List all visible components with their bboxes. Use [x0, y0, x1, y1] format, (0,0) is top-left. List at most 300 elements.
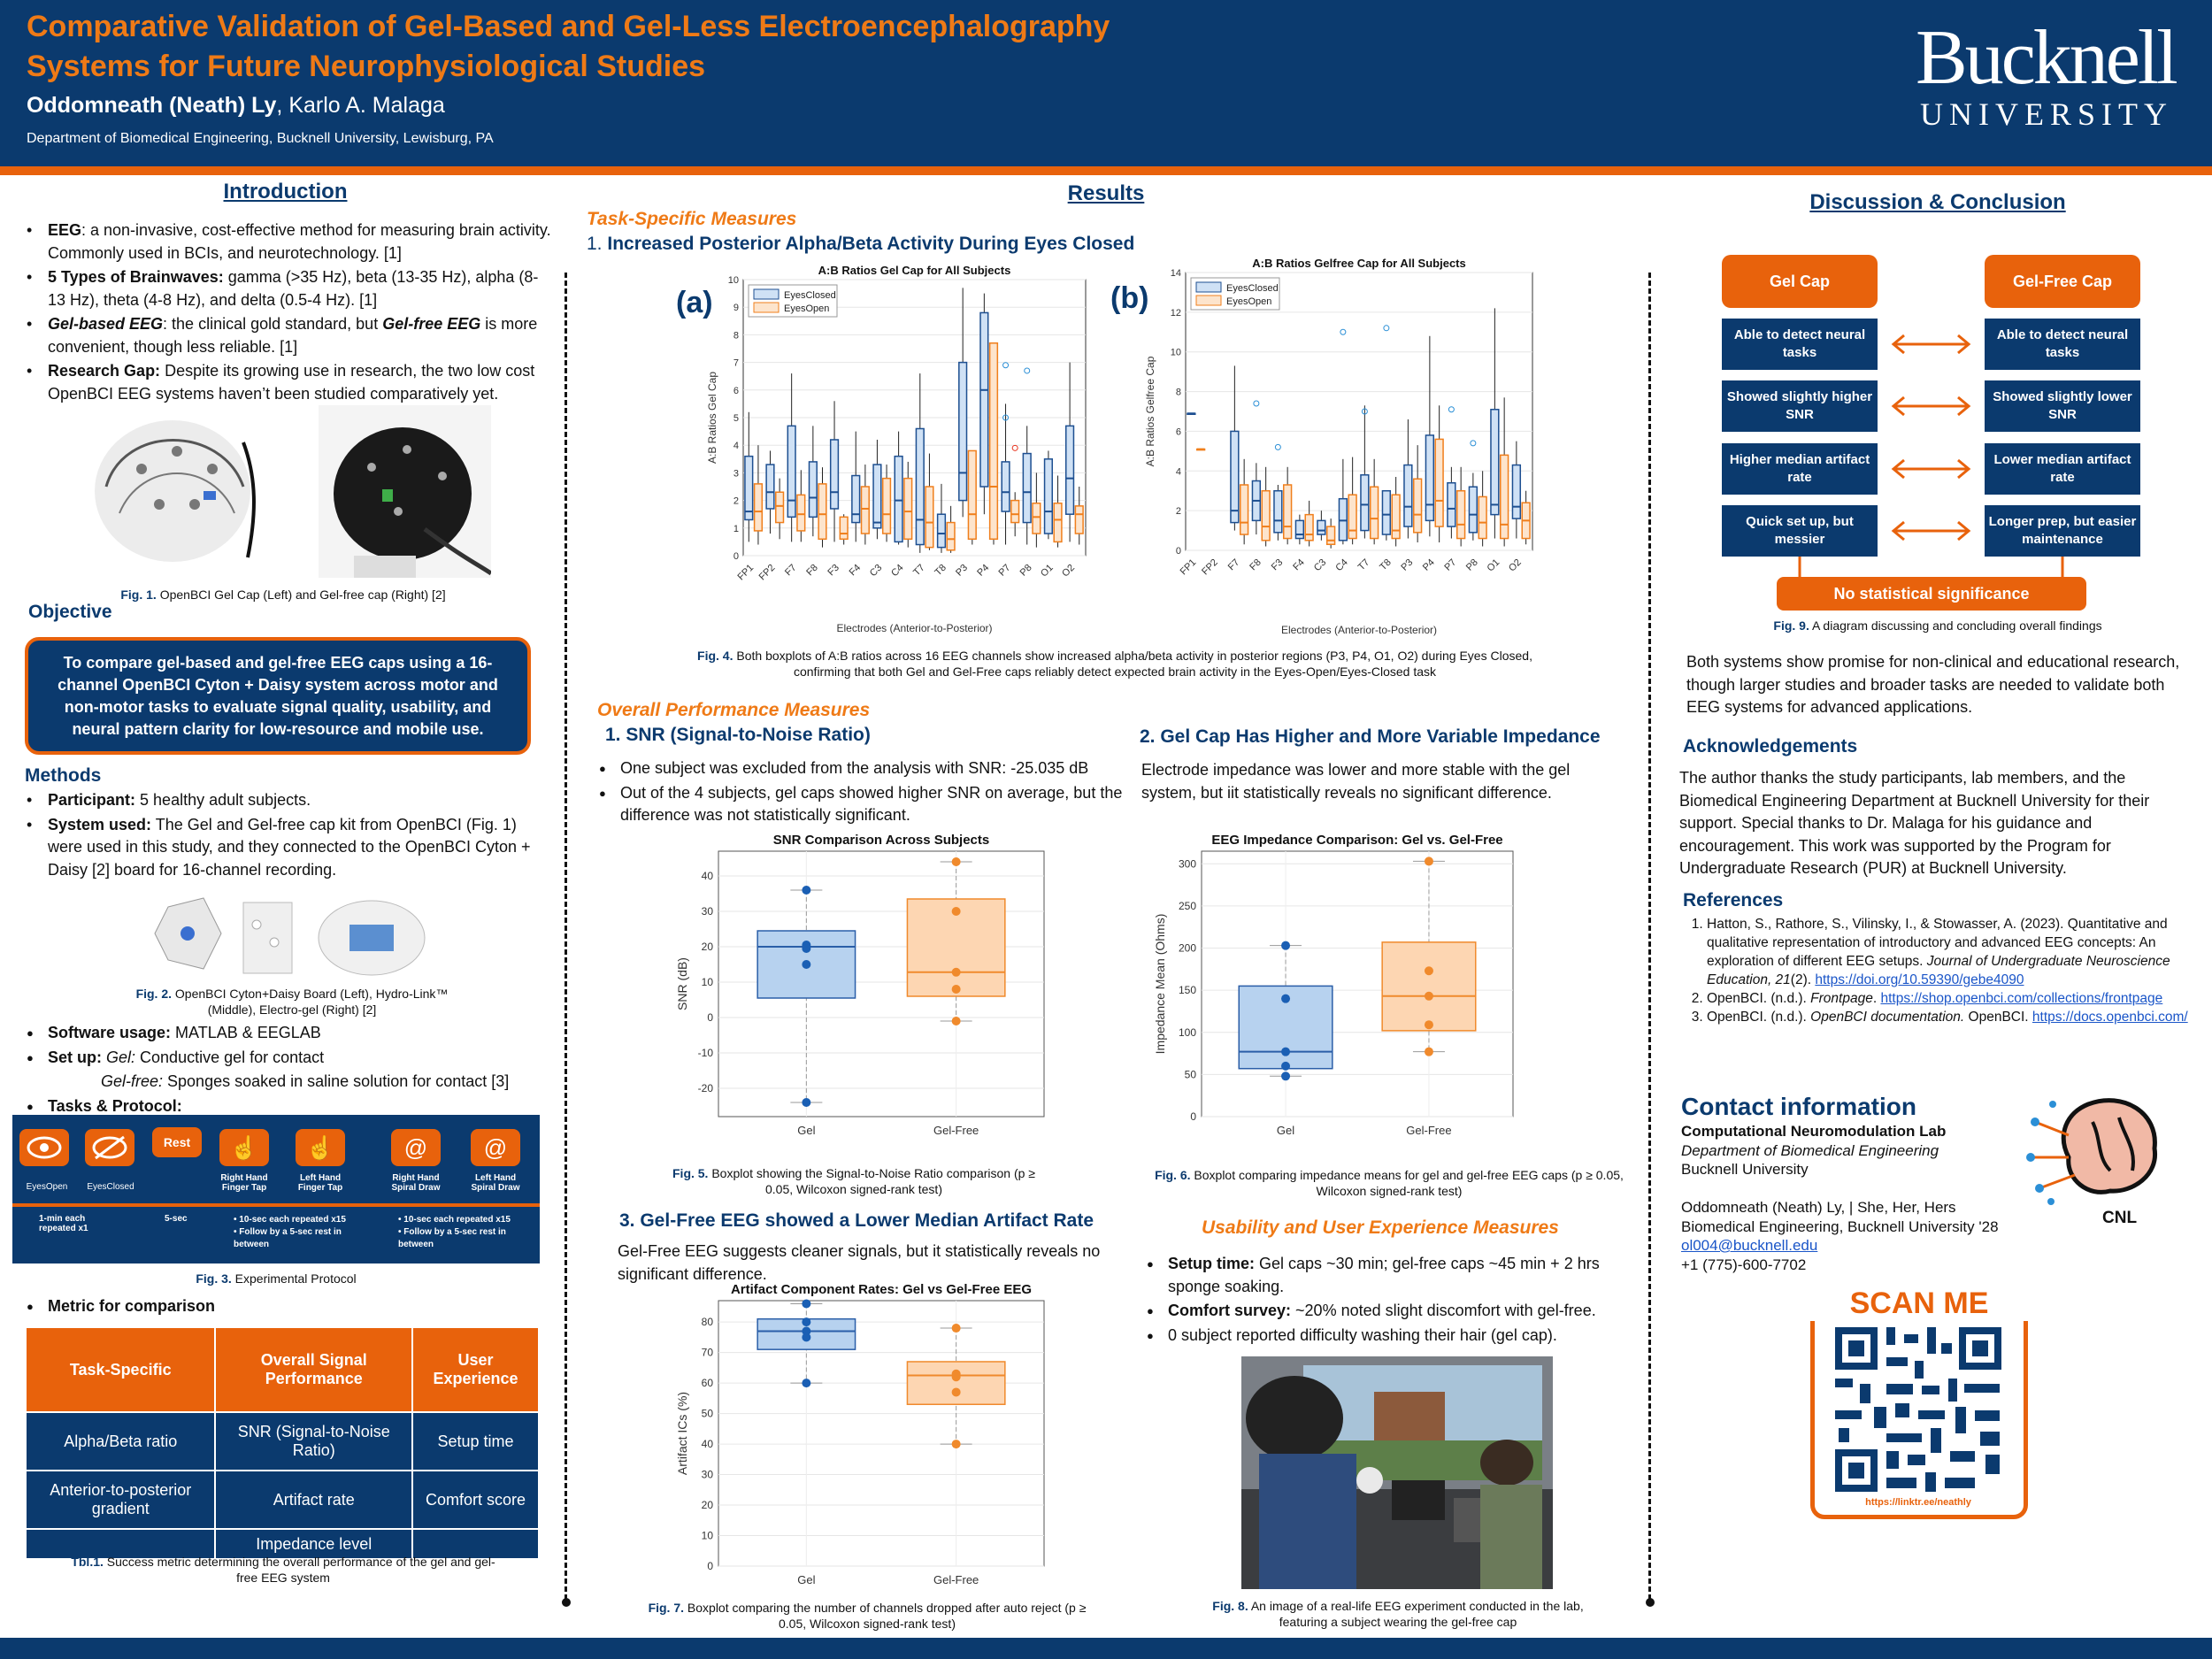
data-point — [1281, 1048, 1290, 1056]
panel-b-label: (b) — [1110, 281, 1149, 315]
y-tick-label: 200 — [1178, 941, 1196, 955]
box-EyesOpen — [1305, 515, 1313, 541]
snr-note-1: ● One subject was excluded from the analysis with SNR: -25.035 dB — [597, 757, 1128, 780]
box-EyesOpen — [1392, 495, 1400, 538]
y-tick-label: 2 — [733, 495, 739, 507]
eyes-closed-icon — [85, 1129, 134, 1166]
box-EyesOpen — [1348, 495, 1356, 538]
y-tick-label: 6 — [1175, 426, 1181, 438]
box-EyesClosed — [959, 363, 967, 501]
data-point — [1425, 856, 1433, 865]
right-finger-tap-icon: ☝ — [219, 1129, 269, 1166]
box-EyesOpen — [883, 479, 891, 534]
intro-list — [25, 219, 554, 407]
contact-details — [1681, 1122, 2053, 1274]
y-tick-label: 20 — [701, 1499, 713, 1512]
contact-program: Biomedical Engineering, Bucknell University '28 — [1681, 1217, 1999, 1235]
intro-heading: Introduction — [223, 180, 348, 204]
box-EyesClosed — [766, 465, 774, 509]
chart-title: SNR Comparison Across Subjects — [772, 833, 990, 848]
y-tick-label: 40 — [701, 1438, 713, 1451]
artifact-text: Gel-Free EEG suggests cleaner signals, but it statistically reveals no significant difference. — [618, 1242, 1101, 1283]
y-tick-label: 6 — [733, 385, 739, 396]
overall-heading: Overall Performance Measures — [597, 700, 871, 720]
box-EyesClosed — [1023, 454, 1031, 523]
data-point — [802, 1098, 810, 1107]
protocol-note-3: • 10-sec each repeated x15 • Follow by a 5-sec rest in between — [234, 1215, 346, 1249]
ack-text: The author thanks the study participants, lab members, and the Biomedical Engineering Department at Bucknell University for their support. Special thanks to Dr. Malaga for his guidance and encouragement. This work was supported by the Program for Undergraduate Research (PUR) at Bucknell University. — [1679, 769, 2150, 877]
methods-setup-free: Gel-free: Sponges soaked in saline solution for contact [3] — [101, 1072, 510, 1090]
methods-participant: • Participant: 5 healthy adult subjects. — [25, 789, 554, 812]
reference-3-link[interactable]: https://docs.openbci.com/ — [2032, 1010, 2188, 1025]
box-EyesOpen — [1371, 487, 1379, 538]
box-EyesOpen — [1240, 485, 1248, 534]
box-EyesOpen — [1284, 485, 1292, 539]
contact-heading: Contact information — [1681, 1093, 1916, 1120]
x-tick-label: C3 — [1311, 557, 1329, 574]
box-EyesClosed — [1404, 465, 1412, 527]
references-list — [1686, 915, 2199, 1026]
step-left-spiral: Left Hand Spiral Draw — [471, 1173, 520, 1193]
boxplot-impedance — [1150, 832, 1522, 1150]
authors — [27, 93, 445, 119]
y-tick-label: 5 — [733, 413, 739, 424]
fig8-caption: Fig. 8. An image of a real-life EEG experiment conducted in the lab, featuring a subject wearing the gel-free cap — [1212, 1599, 1584, 1629]
box-EyesOpen — [776, 492, 784, 522]
lab-experiment-photo — [1241, 1356, 1553, 1589]
chart-title: A:B Ratios Gel Cap for All Subjects — [818, 264, 1011, 277]
right-spiral-icon: @ — [391, 1129, 441, 1166]
y-tick-label: 0 — [1175, 546, 1181, 557]
footer-bar — [0, 1638, 2212, 1659]
contact-uni: Bucknell University — [1681, 1161, 1809, 1178]
box-EyesClosed — [916, 428, 924, 544]
free-finding-2: Showed slightly lower SNR — [1985, 380, 2140, 432]
qr-url: https://linktr.ee/neathly — [1865, 1497, 1971, 1508]
gel-cap-photo — [88, 407, 261, 580]
gel-cap-header: Gel Cap — [1722, 255, 1878, 308]
box-EyesClosed — [1469, 487, 1477, 533]
y-tick-label: -10 — [697, 1047, 713, 1059]
no-significance-box: No statistical significance — [1777, 577, 2086, 611]
y-tick-label: 20 — [701, 941, 713, 953]
legend-label: EyesOpen — [1226, 296, 1272, 307]
divider-dot-1 — [562, 1598, 571, 1607]
y-tick-label: 3 — [733, 468, 739, 480]
box-EyesClosed — [980, 312, 988, 487]
tbl1-caption: Tbl.1. Success metric determining the overall performance of the gel and gel-free EEG system — [71, 1555, 495, 1585]
box-EyesOpen — [926, 487, 933, 548]
protocol-note-1: 1-min each repeated x1 — [39, 1214, 88, 1233]
free-finding-1: Able to detect neural tasks — [1985, 319, 2140, 370]
step-left-tap: Left Hand Finger Tap — [297, 1173, 343, 1193]
y-tick-label: 4 — [1175, 466, 1181, 478]
legend-label: EyesClosed — [1226, 283, 1279, 294]
box-EyesOpen — [990, 343, 998, 540]
x-tick-label: P3 — [954, 562, 971, 579]
left-finger-tap-icon: ☝ — [296, 1129, 345, 1166]
reference-2-link[interactable]: https://shop.openbci.com/collections/frontpage — [1880, 991, 2163, 1006]
y-axis-label: Impedance Mean (Ohms) — [1153, 913, 1167, 1055]
y-tick-label: 70 — [701, 1346, 713, 1359]
legend-label: EyesOpen — [784, 303, 830, 314]
methods-system: • System used: The Gel and Gel-free cap kit from OpenBCI (Fig. 1) were used in this study, and they connected to the OpenBCI Cyton + Daisy [2] board for 16-channel recording. — [25, 814, 554, 882]
y-tick-label: 300 — [1178, 857, 1196, 871]
x-tick-label: T8 — [1378, 557, 1394, 573]
impedance-heading: 2. Gel Cap Has Higher and More Variable Impedance — [1140, 726, 1601, 747]
legend-swatch — [1196, 282, 1221, 292]
intro-item-gel: • Gel-based EEG: the clinical gold standard, but Gel-free EEG is more convenient, though less reliable. [1] — [25, 313, 554, 358]
x-tick-label: Gel-Free — [1406, 1124, 1452, 1137]
gel-finding-2: Showed slightly higher SNR — [1722, 380, 1878, 432]
reference-2: 2. OpenBCI. (n.d.). Frontpage. https://shop.openbci.com/collections/frontpage — [1707, 989, 2199, 1008]
table-cell: Anterior-to-posterior gradient — [26, 1471, 215, 1529]
y-tick-label: 10 — [727, 275, 739, 286]
ux-washing: ● 0 subject reported difficulty washing their hair (gel cap). — [1145, 1325, 1623, 1348]
cnl-brain-logo-icon — [2026, 1087, 2168, 1219]
references-heading: References — [1683, 890, 1784, 910]
x-tick-label: C3 — [867, 562, 885, 580]
discussion-heading: Discussion & Conclusion — [1809, 190, 2066, 214]
box-Gel-Free — [1382, 942, 1476, 1031]
data-point — [802, 960, 810, 969]
x-tick-label: P8 — [1018, 562, 1034, 579]
box-EyesClosed — [895, 457, 902, 542]
x-tick-label: P4 — [975, 562, 992, 579]
reference-1-link[interactable]: https://doi.org/10.59390/gebe4090 — [1815, 972, 2024, 987]
qr-code-icon[interactable] — [1830, 1322, 2007, 1497]
box-EyesClosed — [938, 514, 946, 547]
x-tick-label: FP1 — [1178, 557, 1199, 578]
table-header: User Experience — [412, 1327, 539, 1412]
free-finding-3: Lower median artifact rate — [1985, 443, 2140, 495]
box-EyesClosed — [1382, 491, 1390, 534]
chart-title: EEG Impedance Comparison: Gel vs. Gel-Free — [1211, 833, 1503, 848]
gel-free-cap-header: Gel-Free Cap — [1985, 255, 2140, 308]
x-tick-label: O2 — [1060, 562, 1078, 580]
ux-comfort: ● Comfort survey: ~20% noted slight discomfort with gel-free. — [1145, 1300, 1623, 1323]
x-tick-label: F4 — [847, 562, 864, 579]
table-cell: Artifact rate — [215, 1471, 412, 1529]
divider-dot-2 — [1646, 1598, 1655, 1607]
data-point — [802, 1333, 810, 1341]
contact-phone: +1 (775)-600-7702 — [1681, 1256, 1807, 1273]
data-point — [952, 907, 961, 916]
fig3-caption: Fig. 3. Experimental Protocol — [196, 1271, 357, 1286]
artifact-heading: 3. Gel-Free EEG showed a Lower Median Artifact Rate — [619, 1210, 1094, 1231]
methods-setup: ● Set up: Gel: Conductive gel for contact — [25, 1047, 554, 1070]
author-rest: , Karlo A. Malaga — [276, 93, 445, 118]
box-EyesOpen — [1033, 503, 1041, 534]
data-point — [952, 1387, 961, 1396]
box-EyesOpen — [1327, 526, 1335, 544]
gel-finding-4: Quick set up, but messier — [1722, 505, 1878, 557]
contact-name: Oddomneath (Neath) Ly, | She, Her, Hers — [1681, 1199, 1956, 1216]
y-tick-label: 30 — [701, 905, 713, 918]
table-cell: Setup time — [412, 1412, 539, 1471]
y-tick-label: 60 — [701, 1377, 713, 1390]
methods-heading: Methods — [25, 765, 102, 786]
data-point — [1281, 995, 1290, 1003]
y-tick-label: 12 — [1170, 307, 1181, 319]
step-right-spiral: Right Hand Spiral Draw — [391, 1173, 441, 1193]
bucknell-logo-word: Bucknell — [1916, 15, 2176, 101]
x-tick-label: P7 — [996, 562, 1013, 579]
x-tick-label: P4 — [1420, 557, 1437, 573]
impedance-text: Electrode impedance was lower and more stable with the gel system, but iit statistically reveals no significant difference. — [1141, 761, 1571, 802]
x-tick-label: Gel-Free — [933, 1573, 979, 1586]
box-EyesOpen — [840, 517, 848, 539]
protocol-note-2: 5-sec — [165, 1214, 188, 1224]
fig2-caption: Fig. 2. OpenBCI Cyton+Daisy Board (Left), Hydro-Link™ (Middle), Electro-gel (Right) [2] — [135, 987, 449, 1017]
box-EyesOpen — [1457, 491, 1465, 539]
objective-box: To compare gel-based and gel-free EEG caps using a 16-channel OpenBCI Cyton + Daisy system across motor and non-motor tasks to evaluate signal quality, usability, and neural pattern clarity for low-resource and mobile use. — [25, 637, 531, 755]
result-1-heading: 1. Increased Posterior Alpha/Beta Activity During Eyes Closed — [587, 234, 1135, 254]
intro-item-gap: • Research Gap: Despite its growing use in research, the two low cost OpenBCI EEG systems haven’t been studied comparatively yet. — [25, 360, 554, 405]
x-tick-label: FP2 — [757, 562, 778, 583]
y-tick-label: 40 — [701, 870, 713, 882]
box-EyesClosed — [745, 457, 753, 520]
snr-heading: 1. SNR (Signal-to-Noise Ratio) — [605, 725, 871, 745]
protocol-diagram — [12, 1115, 540, 1263]
data-point — [1425, 1020, 1433, 1029]
double-arrow-icons — [1885, 319, 1978, 575]
poster-title-line2: Systems for Future Neurophysiological Studies — [27, 50, 706, 83]
contact-email-link[interactable]: ol004@bucknell.edu — [1681, 1237, 1818, 1254]
legend-swatch — [1196, 296, 1221, 305]
box-EyesOpen — [947, 523, 955, 550]
table-cell: Impedance level — [215, 1529, 412, 1559]
x-tick-label: O1 — [1038, 562, 1056, 580]
box-EyesClosed — [809, 462, 817, 517]
box-Gel-Free — [907, 1362, 1004, 1404]
y-tick-label: 10 — [701, 1529, 713, 1542]
bucknell-logo-university: UNIVERSITY — [1920, 96, 2173, 132]
box-EyesOpen — [1054, 503, 1062, 542]
x-tick-label: C4 — [1333, 557, 1350, 574]
conclusion-text: Both systems show promise for non-clinical and educational research, though larger studies and broader tasks are needed to validate both EEG systems for advanced applications. — [1686, 653, 2180, 716]
intro-item-eeg: • EEG: a non-invasive, cost-effective method for measuring brain activity. Commonly used in BCIs, and neurotechnology. [1] — [25, 219, 554, 265]
box-EyesOpen — [1011, 501, 1019, 523]
data-point — [1281, 1071, 1290, 1080]
box-EyesClosed — [1361, 475, 1369, 531]
y-tick-label: 8 — [1175, 387, 1181, 398]
box-EyesClosed — [1231, 431, 1239, 522]
data-point — [952, 1017, 961, 1025]
y-tick-label: 50 — [1184, 1068, 1196, 1081]
box-EyesOpen — [968, 450, 976, 539]
x-tick-label: T7 — [1356, 557, 1372, 573]
y-tick-label: 7 — [733, 357, 739, 369]
contact-dept: Department of Biomedical Engineering — [1681, 1141, 1939, 1159]
gel-finding-1: Able to detect neural tasks — [1722, 319, 1878, 370]
task-specific-heading: Task-Specific Measures — [587, 209, 797, 229]
table-header: Overall Signal Performance — [215, 1327, 412, 1412]
methods-software: ● Software usage: MATLAB & EEGLAB — [25, 1022, 554, 1045]
box-EyesOpen — [1435, 439, 1443, 526]
eyes-open-icon — [19, 1129, 69, 1166]
fig1-caption: Fig. 1. OpenBCI Gel Cap (Left) and Gel-free cap (Right) [2] — [120, 588, 446, 602]
methods-tasks: ● Tasks & Protocol: — [25, 1095, 554, 1118]
y-tick-label: 0 — [707, 1560, 713, 1572]
header-accent-bar — [0, 166, 2212, 175]
y-tick-label: 50 — [701, 1407, 713, 1420]
affiliation: Department of Biomedical Engineering, Bucknell University, Lewisburg, PA — [27, 131, 494, 146]
ux-list — [1145, 1253, 1623, 1348]
y-tick-label: 9 — [733, 303, 739, 314]
data-point — [952, 857, 961, 866]
boxplot-snr — [672, 832, 1053, 1150]
y-tick-label: -20 — [697, 1082, 713, 1094]
box-EyesClosed — [1295, 520, 1303, 538]
data-point — [802, 886, 810, 895]
fig6-caption: Fig. 6. Boxplot comparing impedance means for gel and gel-free EEG caps (p ≥ 0.05, Wilcoxon signed-rank test) — [1155, 1168, 1624, 1198]
box-EyesClosed — [1066, 426, 1074, 514]
y-tick-label: 1 — [733, 523, 739, 534]
y-tick-label: 150 — [1178, 984, 1196, 997]
y-tick-label: 250 — [1178, 899, 1196, 912]
y-tick-label: 0 — [733, 551, 739, 562]
scan-me-label: SCAN ME — [1810, 1286, 2028, 1321]
gel-free-cap-photo — [319, 405, 491, 578]
column-divider-2 — [1648, 273, 1651, 1600]
column-divider-1 — [565, 273, 567, 1600]
boxplot-gel-ab — [703, 264, 1093, 635]
poster-title-line1: Comparative Validation of Gel-Based and Gel-Less Electroencephalography — [27, 10, 1110, 43]
box-EyesOpen — [1414, 479, 1422, 533]
box-EyesClosed — [1274, 491, 1282, 533]
objective-heading: Objective — [28, 602, 112, 622]
data-point — [802, 944, 810, 953]
legend-label: EyesClosed — [784, 290, 836, 301]
box-EyesClosed — [852, 476, 860, 523]
x-tick-label: F8 — [804, 562, 820, 579]
y-axis-label: SNR (dB) — [675, 957, 689, 1010]
box-EyesClosed — [831, 440, 839, 509]
methods-list-1 — [25, 789, 554, 883]
y-tick-label: 10 — [1170, 347, 1181, 358]
x-tick-label: F4 — [1291, 557, 1307, 573]
y-tick-label: 100 — [1178, 1025, 1196, 1039]
x-tick-label: Gel — [1276, 1124, 1295, 1137]
step-eyes-closed: EyesClosed — [87, 1182, 134, 1192]
fig9-caption: Fig. 9. A diagram discussing and concluding overall findings — [1773, 618, 2102, 633]
x-tick-label: P8 — [1463, 557, 1480, 573]
gel-finding-3: Higher median artifact rate — [1722, 443, 1878, 495]
free-finding-4: Longer prep, but easier maintenance — [1985, 505, 2140, 557]
box-EyesClosed — [1425, 435, 1433, 520]
snr-list — [597, 757, 1128, 829]
box-EyesOpen — [1501, 455, 1509, 538]
x-tick-label: F7 — [1225, 557, 1242, 573]
x-tick-label: Gel — [797, 1573, 816, 1586]
box-EyesClosed — [1002, 462, 1010, 511]
ack-heading: Acknowledgements — [1683, 736, 1858, 757]
table-cell: Alpha/Beta ratio — [26, 1412, 215, 1471]
results-heading: Results — [1067, 181, 1145, 205]
data-point — [952, 1372, 961, 1381]
step-right-tap: Right Hand Finger Tap — [220, 1173, 268, 1193]
methods-list-3 — [25, 1295, 554, 1320]
y-tick-label: 30 — [701, 1468, 713, 1481]
box-EyesClosed — [1448, 483, 1455, 526]
box-EyesClosed — [1491, 410, 1499, 515]
x-tick-label: FP2 — [1200, 557, 1220, 578]
metric-table — [25, 1326, 540, 1553]
box-EyesClosed — [1512, 465, 1520, 519]
y-axis-label: A:B Ratios Gel Cap — [706, 371, 718, 465]
y-tick-label: 0 — [707, 1011, 713, 1024]
box-EyesOpen — [904, 479, 912, 540]
x-tick-label: Gel — [797, 1124, 816, 1137]
intro-item-brainwaves: • 5 Types of Brainwaves: gamma (>35 Hz), beta (13-35 Hz), alpha (8-13 Hz), theta (4-8 Hz), and delta (0.5-4 Hz). [1] — [25, 266, 554, 311]
table-cell: Comfort score — [412, 1471, 539, 1529]
fig4-caption: Fig. 4. Both boxplots of A:B ratios across 16 EEG channels show increased alpha/beta activity in posterior regions (P3, P4, O1, O2) during Eyes Closed, confirming that both Gel and Gel-Free caps reliably detect expected brain activity in the Eyes-Open/Eyes-Closed task — [697, 649, 1532, 679]
x-axis-label: Electrodes (Anterior-to-Posterior) — [1280, 624, 1438, 636]
y-tick-label: 10 — [701, 976, 713, 988]
step-eyes-open: EyesOpen — [26, 1182, 68, 1192]
table-cell: SNR (Signal-to-Noise Ratio) — [215, 1412, 412, 1471]
box-EyesOpen — [1262, 491, 1270, 541]
x-tick-label: P3 — [1399, 557, 1416, 573]
y-tick-label: 0 — [1190, 1110, 1196, 1123]
boxplot-gelfree-ab — [1141, 257, 1540, 637]
data-point — [952, 1440, 961, 1448]
y-axis-label: Artifact ICs (%) — [675, 1391, 689, 1476]
box-EyesOpen — [818, 484, 826, 539]
box-EyesOpen — [862, 487, 870, 534]
box-EyesClosed — [1339, 499, 1347, 541]
data-point — [952, 968, 961, 977]
reference-3: 3. OpenBCI. (n.d.). OpenBCI documentation. OpenBCI. https://docs.openbci.com/ — [1707, 1008, 2199, 1026]
author-main: Oddomneath (Neath) Ly — [27, 93, 277, 118]
box-EyesOpen — [755, 484, 763, 531]
box-EyesClosed — [873, 465, 881, 528]
box-EyesOpen — [797, 495, 805, 531]
box-EyesClosed — [787, 426, 795, 517]
x-tick-label: T7 — [911, 562, 927, 579]
y-axis-label: A:B Ratios Gelfree Cap — [1144, 356, 1156, 467]
data-point — [802, 1299, 810, 1308]
contact-lab: Computational Neuromodulation Lab — [1681, 1123, 1947, 1140]
data-point — [952, 1324, 961, 1333]
box-EyesClosed — [1045, 459, 1053, 534]
fig7-caption: Fig. 7. Boxplot comparing the number of channels dropped after auto reject (p ≥ 0.05, Wilcoxon signed-rank test) — [648, 1601, 1087, 1631]
panel-a-label: (a) — [676, 286, 713, 319]
box-EyesOpen — [1075, 506, 1083, 534]
snr-note-2: ● Out of the 4 subjects, gel caps showed higher SNR on average, but the difference was not statistically significant. — [597, 782, 1128, 827]
methods-metric: ● Metric for comparison — [25, 1295, 554, 1318]
x-tick-label: C4 — [889, 562, 906, 580]
x-tick-label: P7 — [1442, 557, 1459, 573]
x-tick-label: FP1 — [735, 562, 757, 583]
box-EyesOpen — [1479, 496, 1486, 538]
x-tick-label: F3 — [826, 562, 841, 579]
protocol-note-4: • 10-sec each repeated x15 • Follow by a 5-sec rest in between — [398, 1215, 511, 1249]
x-tick-label: Gel-Free — [933, 1124, 979, 1137]
x-tick-label: O2 — [1507, 557, 1524, 574]
x-tick-label: O1 — [1485, 557, 1502, 574]
y-tick-label: 14 — [1170, 268, 1181, 279]
data-point — [1425, 992, 1433, 1001]
x-axis-label: Electrodes (Anterior-to-Posterior) — [836, 622, 993, 634]
data-point — [802, 1317, 810, 1326]
data-point — [1281, 941, 1290, 950]
reference-1: 1. Hatton, S., Rathore, S., Vilinsky, I., & Stowasser, A. (2023). Quantitative and qualitative representation of introductory and advanced EEG concepts: An exploration of different EEG setups. Journal of Undergraduate Neuroscience Education, 21(2). https://doi.org/10.59390/gebe4090 — [1707, 915, 2199, 989]
methods-list-2 — [25, 1022, 554, 1119]
chart-title: A:B Ratios Gelfree Cap for All Subjects — [1252, 257, 1466, 270]
x-tick-label: F3 — [1269, 557, 1286, 573]
